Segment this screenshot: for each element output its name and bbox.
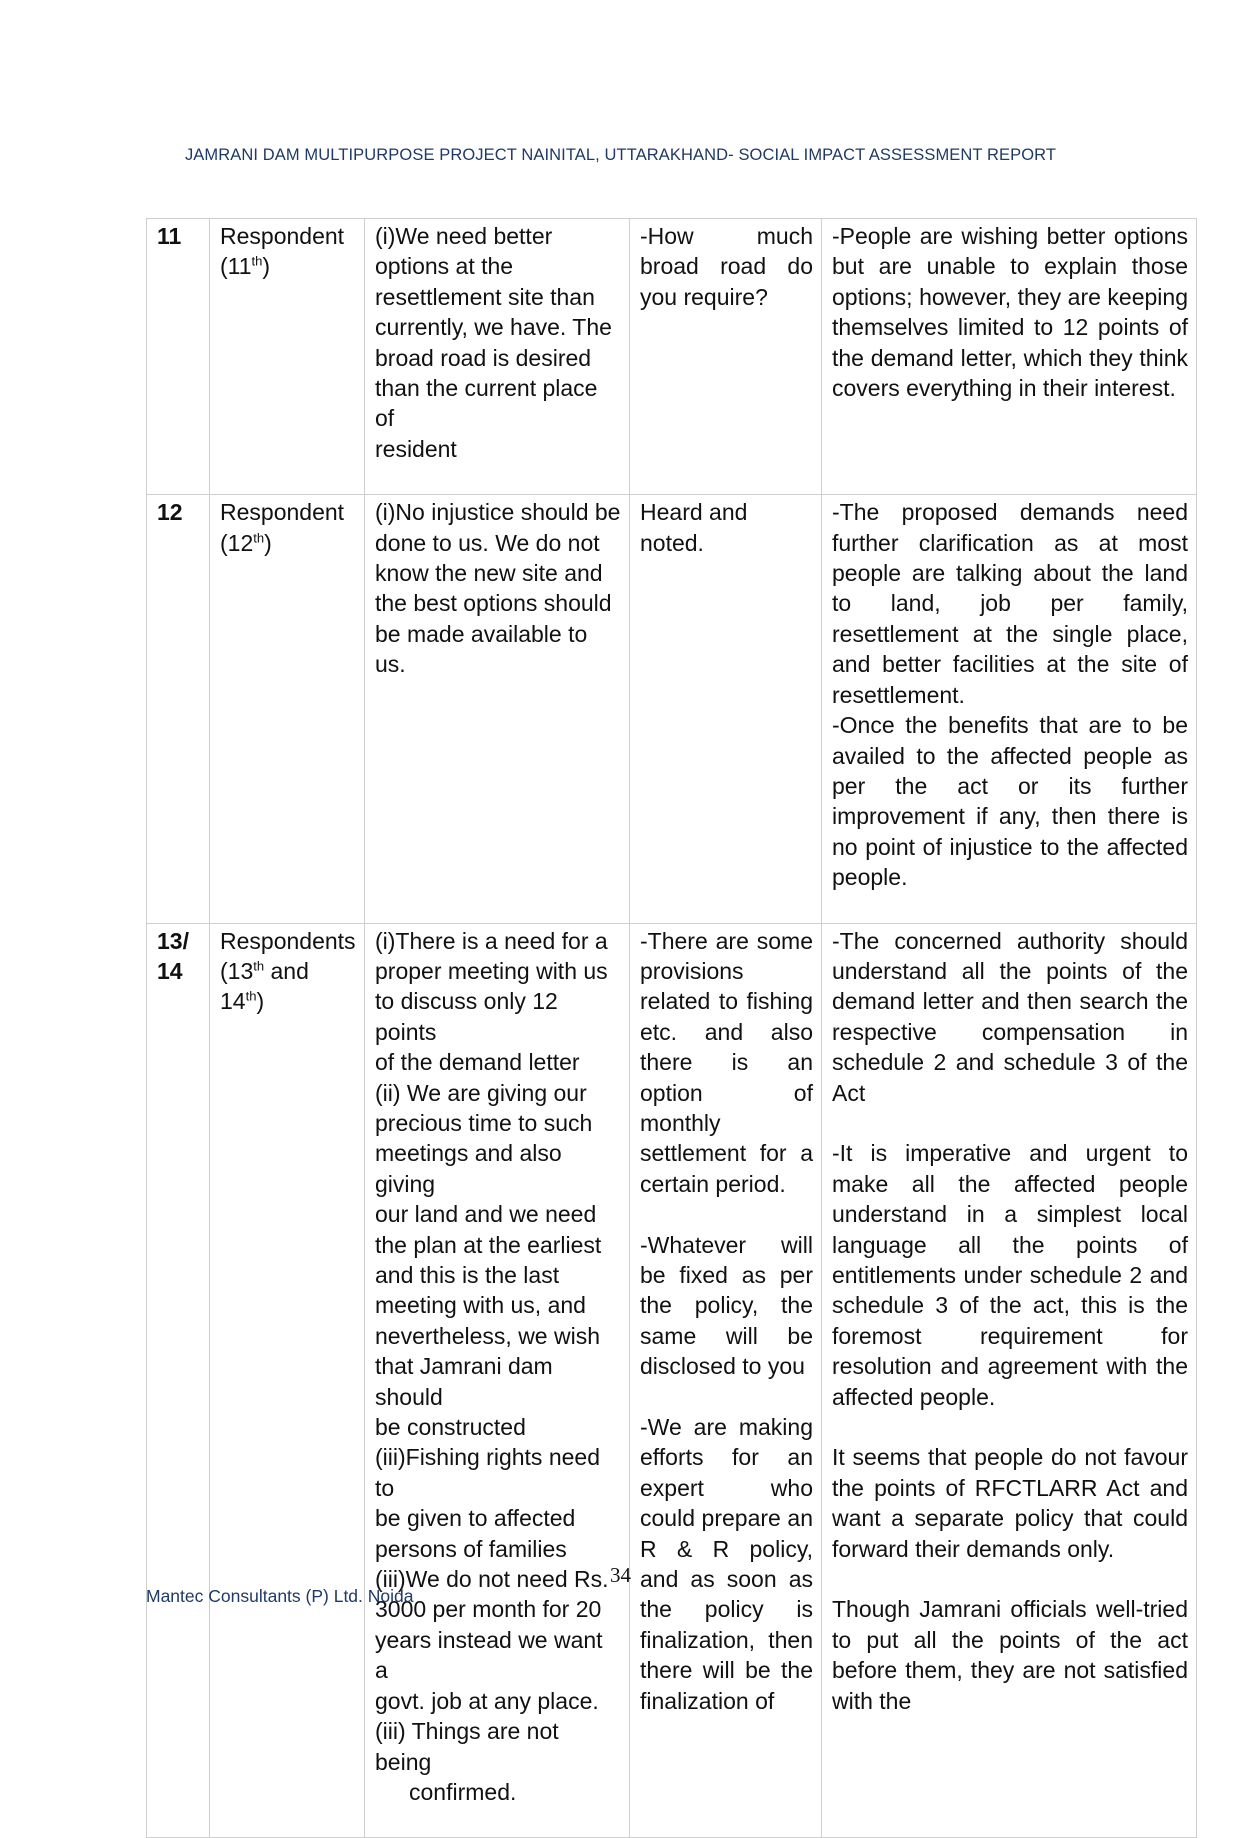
issue-line: proper meeting with us — [375, 957, 608, 984]
issue-line: be given to affected — [375, 1505, 576, 1532]
response-paragraph: -There are some provisions related to fishing etc. and also there is an option of monthly settlement for a certain period. — [640, 927, 813, 1197]
issue-line: the plan at the earliest — [375, 1231, 602, 1258]
issue-line: done to us. We do not — [375, 529, 600, 556]
issue-cell — [365, 495, 630, 923]
footer-company: Mantec Consultants (P) Ltd. Noida — [146, 1586, 414, 1606]
issue-line: meetings and also giving — [375, 1140, 562, 1197]
respondent-ordinal: (11th) — [220, 253, 271, 280]
issue-line: that Jamrani dam should — [375, 1353, 553, 1410]
issue-line: (iii)We do not need Rs. — [375, 1566, 609, 1593]
issue-line: currently, we have. The — [375, 314, 612, 341]
issue-line: resettlement site than — [375, 283, 595, 310]
observation-cell — [822, 219, 1197, 495]
respondent-cell — [210, 923, 365, 1838]
issue-line: (iii) Things are not being — [375, 1718, 559, 1775]
issue-line: to discuss only 12 points — [375, 988, 558, 1045]
issue-line: govt. job at any place. — [375, 1687, 599, 1714]
respondent-cell — [210, 495, 365, 923]
response-paragraph: -We are making efforts for an expert who could prepare an R & R policy, and as soon as the policy is finalization, then there will be the finalization of — [640, 1414, 813, 1714]
issue-line: be constructed — [375, 1414, 526, 1441]
respondent-ordinal: (13th and 14th) — [220, 957, 309, 1015]
issue-line: (i)No injustice should be — [375, 499, 621, 526]
response-paragraph: -Whatever will be fixed as per the policy, the same will be disclosed to you — [640, 1231, 813, 1380]
issue-line: of the demand letter — [375, 1049, 580, 1076]
issue-line: confirmed. — [409, 1778, 517, 1805]
issue-line: broad road is desired — [375, 344, 592, 371]
issue-line: and this is the last — [375, 1262, 560, 1288]
observation-paragraph: -It is imperative and urgent to make all the affected people understand in a simplest local language all the points of entitlements under schedule 2 and schedule 3 of the act, this is the foremost requirement for resolution and agreement with the affected people. — [832, 1140, 1188, 1410]
table-row — [147, 923, 1197, 1838]
issue-line: (i)There is a need for a — [375, 927, 608, 954]
issue-line: persons of families — [375, 1535, 567, 1562]
respondent-label: Respondent — [220, 223, 345, 249]
row-number: 13/ 14 — [147, 923, 210, 1838]
observation-paragraph: -The concerned authority should understand all the points of the demand letter and then search the respective compensation in schedule 2 and schedule 3 of the Act — [832, 927, 1188, 1106]
issue-cell — [365, 923, 630, 1838]
observation-paragraph: -People are wishing better options but are unable to explain those options; however, they are keeping themselves limited to 12 points of the demand letter, which they think covers everything in their interest. — [832, 223, 1188, 402]
table-row — [147, 495, 1197, 923]
response-cell: Heard and noted. — [630, 495, 822, 923]
issue-line: our land and we need — [375, 1201, 597, 1228]
page-number: 34 — [610, 1563, 631, 1587]
observation-cell — [822, 923, 1197, 1838]
respondent-ordinal: (12th) — [220, 529, 272, 556]
issue-line: be made available to us. — [375, 620, 588, 678]
observation-cell — [822, 495, 1197, 923]
issue-line: precious time to such — [375, 1109, 593, 1136]
respondent-label: Respondents — [220, 927, 356, 954]
issue-line: the best options should — [375, 590, 612, 617]
issue-line: (iii)Fishing rights need to — [375, 1444, 600, 1501]
observation-paragraph: -The proposed demands need further clarification as at most people are talking about the land to land, job per family, resettlement at the single place, and better facilities at the site of resettlement. — [832, 499, 1188, 708]
row-number: 12 — [147, 495, 210, 923]
issue-line: (ii) We are giving our — [375, 1079, 587, 1106]
issue-cell — [365, 219, 630, 495]
issue-line: years instead we want a — [375, 1626, 603, 1684]
table-row — [147, 219, 1197, 495]
observation-paragraph: It seems that people do not favour the points of RFCTLARR Act and want a separate policy that could forward their demands only. — [832, 1444, 1188, 1562]
issue-line: meeting with us, and — [375, 1292, 586, 1319]
issue-line: options at the — [375, 253, 514, 280]
issue-line: know the new site and — [375, 560, 603, 587]
row-number: 11 — [147, 219, 210, 495]
response-cell: -How much broad road do you require? — [630, 219, 822, 495]
response-cell — [630, 923, 822, 1838]
observation-paragraph: -Once the benefits that are to be availed to the affected people as per the act or its further improvement if any, then there is no point of injustice to the affected people. — [832, 712, 1188, 891]
issue-line: (i)We need better — [375, 223, 553, 249]
issue-line: resident — [375, 435, 457, 462]
respondent-label: Respondent — [220, 499, 345, 526]
report-header: JAMRANI DAM MULTIPURPOSE PROJECT NAINITAL, UTTARAKHAND- SOCIAL IMPACT ASSESSMENT REPORT — [184, 146, 1057, 164]
issue-line: than the current place of — [375, 375, 598, 432]
issue-line: nevertheless, we wish — [375, 1322, 600, 1349]
observation-paragraph: Though Jamrani officials well-tried to put all the points of the act before them, they are not satisfied with the — [832, 1596, 1188, 1714]
respondent-cell — [210, 219, 365, 495]
issue-line: 3000 per month for 20 — [375, 1596, 602, 1623]
